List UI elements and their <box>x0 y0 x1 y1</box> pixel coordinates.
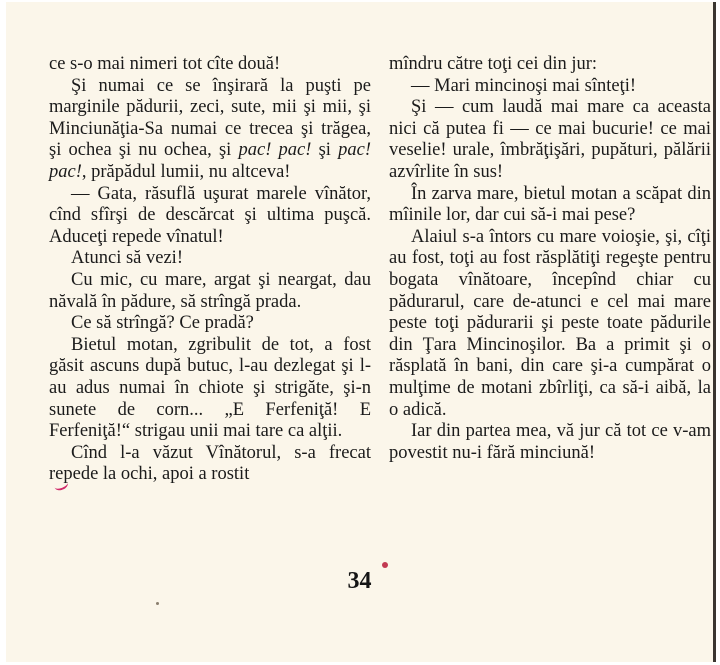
paragraph: Şi numai ce se înşirară la puşti pe marginile pădurii, zeci, sute, mii şi mii, şi Minciunăţia-Sa numai ce trecea şi trăgea, şi ochea şi nu ochea, şi pac! pac! şi pac! pac!, prăpădul lumii, nu altceva! <box>49 75 371 182</box>
paragraph: Atunci să vezi! <box>71 248 183 269</box>
page-number: 34 <box>347 568 372 594</box>
book-page <box>6 2 716 662</box>
paper-speck <box>156 602 159 605</box>
left-text-column <box>49 54 371 486</box>
paragraph: Cu mic, cu mare, argat şi neargat, dau năvală în pădure, să strîngă prada. <box>49 269 371 312</box>
paragraph: Şi — cum laudă mai mare ca aceasta nici că putea fi — ce mai bucurie! ce mai veselie! urale, îmbrăţişări, pupături, pălării azvîrlite în sus! <box>389 97 711 182</box>
paragraph: ce s-o mai nimeri tot cîte două! <box>49 54 281 74</box>
right-text-column <box>389 54 711 464</box>
paragraph: Bietul motan, zgribulit de tot, a fost găsit ascuns după butuc, l-au dezlegat şi l-au adus numai în chiote şi strigăte, şi-n sunete de corn... „E Ferfeniţă! E Ferfeniţă!“ strigau unii mai tare ca alţii. <box>49 334 371 442</box>
paragraph: Alaiul s-a întors cu mare voioşie, şi, cîţi au fost, toţi au fost răsplătiţi regeşte pentru bogata vînătoare, începînd chiar cu pădurarul, care de-atunci e cel mai mare peste toţi pădurarii şi peste toate pădurile din Ţara Mincinoşilor. Ba a primit şi o răsplată în bani, din care şi-a cumpărat o mulţime de motani zbîrliţi, ca să-i aibă, la o adică. <box>389 226 711 420</box>
paragraph: mîndru către toţi cei din jur: <box>389 54 598 74</box>
paragraph: Iar din partea mea, vă jur că tot ce v-am povestit nu-i fără minciună! <box>389 421 711 463</box>
paragraph: În zarva mare, bietul motan a scăpat din mîinile lor, dar cui să-i mai pese? <box>389 183 711 226</box>
ink-spot <box>382 562 388 568</box>
paragraph: Ce să strîngă? Ce pradă? <box>71 313 254 334</box>
paragraph: Cînd l-a văzut Vînătorul, s-a frecat repede la ochi, apoi a rostit <box>49 442 371 485</box>
paragraph: — Mari mincinoşi mai sînteţi! <box>411 75 637 96</box>
paragraph: — Gata, răsuflă uşurat marele vînător, cînd sfîrşi de descărcat şi ultima puşcă. Aduceţi repede vînatul! <box>49 183 371 247</box>
